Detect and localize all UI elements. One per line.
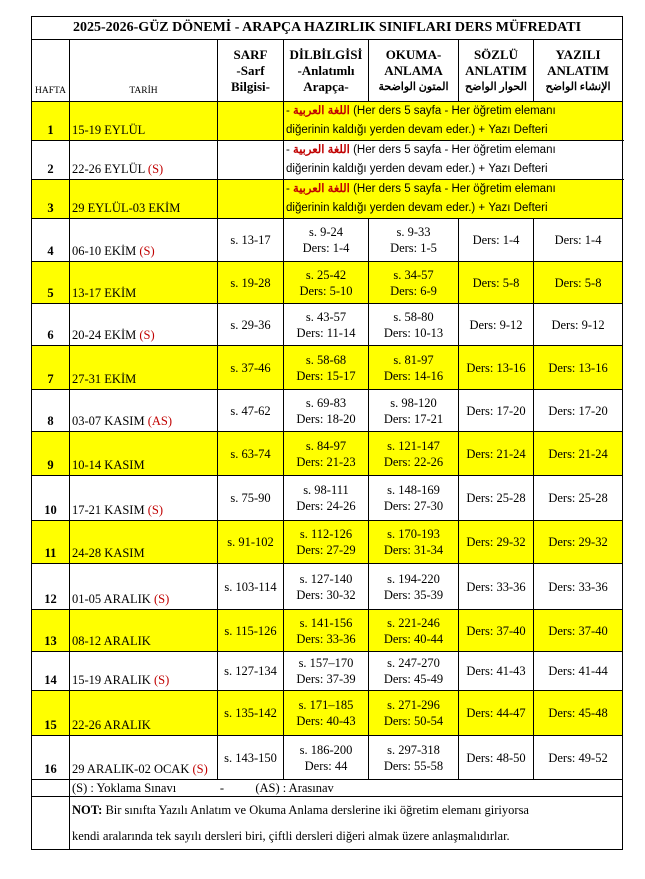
yazili-cell: Ders: 45-48 (534, 691, 623, 736)
oku-pages: s. 34-57 (393, 267, 434, 282)
oku-pages: s. 148-169 (387, 483, 440, 497)
note-arabic: اللغة العربية (293, 105, 350, 117)
oku-pages: s. 194-220 (387, 571, 440, 586)
dil-lessons: Ders: 27-29 (296, 543, 356, 557)
merged-note-cell (284, 102, 623, 141)
oku-lessons: Ders: 31-34 (383, 543, 444, 557)
week-number: 16 (32, 736, 70, 780)
header-okuma-line1: OKUMA- (385, 46, 442, 62)
header-sarf (218, 40, 284, 102)
table-row (32, 219, 623, 262)
sarf-cell: s. 143-150 (218, 736, 284, 780)
table-row (32, 691, 623, 736)
table-row (32, 521, 623, 564)
date-text: 13-17 EKİM (72, 286, 137, 300)
week-number: 12 (32, 564, 70, 610)
sarf-cell: s. 135-142 (218, 691, 284, 736)
date-text: 03-07 KASIM (72, 414, 148, 428)
week-number: 11 (32, 521, 70, 564)
dilbilgisi-cell (284, 390, 369, 432)
note-prefix: - (286, 144, 294, 156)
dilbilgisi-cell (284, 432, 369, 476)
date-text: 22-26 ARALIK (72, 718, 151, 732)
document-title: 2025-2026-GÜZ DÖNEMİ - ARAPÇA HAZIRLIK SINIFLARI DERS MÜFREDATI (32, 17, 623, 40)
oku-lessons: Ders: 10-13 (383, 325, 444, 340)
week-number: 13 (32, 610, 70, 652)
dil-lessons: Ders: 15-17 (296, 368, 356, 383)
oku-pages: s. 297-318 (387, 742, 440, 757)
sarf-cell: s. 91-102 (218, 521, 284, 564)
sozlu-cell: Ders: 25-28 (459, 476, 534, 521)
date-text: 29 ARALIK-02 OCAK (72, 762, 193, 776)
exam-mark: (S) (147, 162, 164, 176)
dilbilgisi-cell (284, 346, 369, 390)
dilbilgisi-cell (284, 691, 369, 736)
week-date (70, 180, 218, 219)
dil-pages: s. 69-83 (305, 395, 347, 410)
note-line1: Bir sınıfta Yazılı Anlatım ve Okuma Anlama derslerine iki öğretim elemanı giriyorsa (102, 803, 529, 817)
curriculum-table (31, 16, 623, 850)
oku-pages: s. 98-120 (390, 395, 437, 410)
header-okuma (369, 40, 459, 102)
table-row (32, 390, 623, 432)
oku-pages: s. 121-147 (387, 438, 440, 453)
oku-pages: s. 81-97 (393, 352, 434, 367)
dil-pages: s. 112-126 (299, 527, 353, 541)
oku-lessons: Ders: 22-26 (383, 454, 444, 469)
sarf-cell: s. 19-28 (218, 262, 284, 304)
dil-lessons: Ders: 40-43 (296, 714, 356, 728)
week-date (70, 610, 218, 652)
sarf-cell: s. 103-114 (218, 564, 284, 610)
sarf-cell: s. 29-36 (218, 304, 284, 346)
table-row (32, 476, 623, 521)
dilbilgisi-cell (284, 262, 369, 304)
table-row (32, 564, 623, 610)
note-arabic: اللغة العربية (293, 144, 350, 156)
yazili-cell: Ders: 17-20 (534, 390, 623, 432)
okuma-cell (369, 564, 459, 610)
header-sarf-line3: Bilgisi- (230, 78, 270, 94)
table-row (32, 304, 623, 346)
dil-pages: s. 9-24 (308, 225, 344, 239)
dil-lessons: Ders: 24-26 (296, 499, 356, 513)
week-date (70, 390, 218, 432)
sozlu-cell: Ders: 21-24 (459, 432, 534, 476)
table-row (32, 141, 623, 180)
dilbilgisi-cell (284, 610, 369, 652)
week-number: 15 (32, 691, 70, 736)
week-date (70, 564, 218, 610)
dilbilgisi-cell (284, 652, 369, 691)
header-yazili-line1: YAZILI (555, 46, 601, 62)
dil-pages: s. 171–185 (298, 698, 354, 712)
okuma-cell (369, 652, 459, 691)
sarf-cell: s. 47-62 (218, 390, 284, 432)
sozlu-cell: Ders: 13-16 (459, 346, 534, 390)
dil-pages: s. 25-42 (305, 267, 347, 282)
dilbilgisi-cell (284, 476, 369, 521)
oku-lessons: Ders: 1-5 (390, 241, 437, 255)
header-yazili (534, 40, 623, 102)
dil-pages: s. 186-200 (299, 742, 353, 757)
date-text: 27-31 EKİM (72, 372, 137, 386)
week-date (70, 141, 218, 180)
note-line2: diğerinin kaldığı yerden devam eder.) + Yazı Defteri (286, 124, 548, 136)
yazili-cell: Ders: 37-40 (534, 610, 623, 652)
yazili-cell: Ders: 13-16 (534, 346, 623, 390)
note-line2: diğerinin kaldığı yerden devam eder.) + Yazı Defteri (286, 202, 548, 214)
date-text: 20-24 EKİM (72, 328, 140, 342)
oku-lessons: Ders: 45-49 (383, 672, 444, 686)
oku-lessons: Ders: 14-16 (383, 368, 444, 383)
week-number: 14 (32, 652, 70, 691)
week-number: 4 (32, 219, 70, 262)
yazili-cell: Ders: 33-36 (534, 564, 623, 610)
week-number: 9 (32, 432, 70, 476)
header-sozlu (459, 40, 534, 102)
yazili-cell: Ders: 29-32 (534, 521, 623, 564)
sarf-cell: s. 63-74 (218, 432, 284, 476)
yazili-cell: Ders: 9-12 (534, 304, 623, 346)
yazili-cell: Ders: 1-4 (534, 219, 623, 262)
oku-lessons: Ders: 40-44 (383, 631, 444, 646)
header-sarf-line2: -Sarf (236, 62, 265, 78)
date-text: 01-05 ARALIK (72, 592, 154, 606)
dil-pages: s. 127-140 (299, 571, 353, 586)
week-number: 5 (32, 262, 70, 304)
dil-lessons: Ders: 30-32 (296, 587, 356, 602)
dil-lessons: Ders: 5-10 (299, 283, 353, 298)
oku-pages: s. 58-80 (393, 309, 434, 324)
sarf-cell: s. 115-126 (218, 610, 284, 652)
sozlu-cell: Ders: 5-8 (459, 262, 534, 304)
oku-lessons: Ders: 35-39 (383, 587, 444, 602)
dilbilgisi-cell (284, 521, 369, 564)
sozlu-cell: Ders: 9-12 (459, 304, 534, 346)
week-date (70, 691, 218, 736)
table-row (32, 346, 623, 390)
week-date (70, 102, 218, 141)
week-number: 6 (32, 304, 70, 346)
yazili-cell: Ders: 41-44 (534, 652, 623, 691)
week-number: 8 (32, 390, 70, 432)
week-number: 10 (32, 476, 70, 521)
table-row (32, 180, 623, 219)
date-text: 22-26 EYLÜL (72, 162, 148, 176)
sarf-cell: s. 127-134 (218, 652, 284, 691)
okuma-cell (369, 476, 459, 521)
exam-mark: (AS) (147, 414, 173, 428)
note-row (32, 797, 623, 850)
yazili-cell: Ders: 25-28 (534, 476, 623, 521)
sarf-cell: s. 75-90 (218, 476, 284, 521)
week-number: 3 (32, 180, 70, 219)
okuma-cell (369, 346, 459, 390)
dilbilgisi-cell (284, 219, 369, 262)
week-date (70, 346, 218, 390)
dil-pages: s. 84-97 (305, 438, 347, 453)
note-empty (32, 797, 70, 850)
dil-lessons: Ders: 11-14 (296, 325, 356, 340)
okuma-cell (369, 432, 459, 476)
okuma-cell (369, 304, 459, 346)
header-dilbilgisi-line2: -Anlatımlı (297, 62, 355, 78)
sarf-cell: s. 37-46 (218, 346, 284, 390)
oku-pages: s. 9-33 (396, 225, 431, 239)
exam-mark: (S) (192, 762, 208, 776)
note-line1: (Her ders 5 sayfa - Her öğretim elemanı (349, 144, 556, 156)
exam-mark: (S) (153, 592, 170, 606)
header-sarf-line1: SARF (233, 46, 268, 62)
exam-mark: (S) (147, 503, 163, 517)
note-line1: (Her ders 5 sayfa - Her öğretim elemanı (349, 105, 556, 117)
yazili-cell: Ders: 5-8 (534, 262, 623, 304)
dilbilgisi-cell (284, 736, 369, 780)
sarf-cell (218, 141, 284, 180)
oku-lessons: Ders: 50-54 (383, 714, 444, 728)
header-dilbilgisi-line1: DİLBİLGİSİ (289, 46, 363, 62)
header-dilbilgisi (284, 40, 369, 102)
note-cell (70, 797, 623, 850)
week-date (70, 736, 218, 780)
legend-row (32, 780, 623, 797)
oku-pages: s. 271-296 (387, 698, 440, 712)
dil-lessons: Ders: 18-20 (296, 411, 356, 426)
dil-pages: s. 157–170 (298, 656, 354, 670)
date-text: 24-28 KASIM (72, 546, 145, 560)
dilbilgisi-cell (284, 564, 369, 610)
note-label: NOT: (72, 803, 103, 817)
date-text: 15-19 EYLÜL (72, 123, 146, 137)
note-arabic: اللغة العربية (293, 183, 350, 195)
date-text: 06-10 EKİM (72, 244, 140, 258)
legend-empty (32, 780, 70, 797)
sozlu-cell: Ders: 29-32 (459, 521, 534, 564)
oku-pages: s. 247-270 (387, 656, 440, 670)
sozlu-cell: Ders: 44-47 (459, 691, 534, 736)
merged-note-cell (284, 180, 623, 219)
dil-lessons: Ders: 1-4 (302, 241, 350, 255)
week-date (70, 432, 218, 476)
header-okuma-line2: ANLAMA (384, 62, 443, 78)
date-text: 10-14 KASIM (72, 458, 145, 472)
header-sozlu-line2: ANLATIM (465, 62, 527, 78)
week-date (70, 304, 218, 346)
week-number: 2 (32, 141, 70, 180)
header-hafta: HAFTA (32, 40, 70, 102)
week-date (70, 219, 218, 262)
oku-lessons: Ders: 55-58 (383, 758, 444, 773)
okuma-cell (369, 691, 459, 736)
table-row (32, 736, 623, 780)
sozlu-cell: Ders: 1-4 (459, 219, 534, 262)
date-text: 15-19 ARALIK (72, 673, 154, 687)
date-text: 29 EYLÜL-03 EKİM (72, 201, 181, 215)
okuma-cell (369, 262, 459, 304)
sozlu-cell: Ders: 37-40 (459, 610, 534, 652)
oku-lessons: Ders: 27-30 (383, 499, 444, 513)
okuma-cell (369, 219, 459, 262)
dil-pages: s. 141-156 (299, 615, 353, 630)
note-line2: kendi aralarında tek sayılı dersleri biri, çiftli dersleri diğeri almak üzere anlaşmalıdırlar. (72, 829, 510, 843)
dil-pages: s. 58-68 (305, 352, 347, 367)
sozlu-cell: Ders: 41-43 (459, 652, 534, 691)
dil-lessons: Ders: 44 (304, 758, 348, 773)
exam-mark: (S) (153, 673, 170, 687)
yazili-cell: Ders: 21-24 (534, 432, 623, 476)
week-date (70, 521, 218, 564)
header-sozlu-line1: SÖZLÜ (473, 46, 519, 62)
header-sozlu-arabic: الحوار الواضح (465, 80, 527, 93)
note-line2: diğerinin kaldığı yerden devam eder.) + Yazı Defteri (286, 163, 548, 175)
oku-pages: s. 221-246 (387, 615, 440, 630)
sozlu-cell: Ders: 48-50 (459, 736, 534, 780)
note-line1: (Her ders 5 sayfa - Her öğretim elemanı (349, 183, 556, 195)
okuma-cell (369, 736, 459, 780)
sarf-cell (218, 102, 284, 141)
table-row (32, 102, 623, 141)
sarf-cell: s. 13-17 (218, 219, 284, 262)
oku-pages: s. 170-193 (387, 527, 440, 541)
oku-lessons: Ders: 6-9 (390, 283, 437, 298)
exam-mark: (S) (139, 328, 155, 342)
week-date (70, 262, 218, 304)
header-tarih: TARİH (70, 40, 218, 102)
note-prefix: - (286, 183, 294, 195)
header-yazili-arabic: الإنشاء الواضح (545, 80, 611, 93)
okuma-cell (369, 521, 459, 564)
week-number: 1 (32, 102, 70, 141)
dilbilgisi-cell (284, 304, 369, 346)
exam-mark: (S) (139, 244, 155, 258)
merged-note-cell (284, 141, 623, 180)
okuma-cell (369, 610, 459, 652)
sarf-cell (218, 180, 284, 219)
dil-pages: s. 98-111 (303, 483, 349, 497)
yazili-cell: Ders: 49-52 (534, 736, 623, 780)
dil-lessons: Ders: 37-39 (296, 672, 356, 686)
dil-pages: s. 43-57 (305, 309, 347, 324)
header-yazili-line2: ANLATIM (547, 62, 609, 78)
sozlu-cell: Ders: 33-36 (459, 564, 534, 610)
date-text: 17-21 KASIM (72, 503, 148, 517)
table-row (32, 652, 623, 691)
table-row (32, 610, 623, 652)
week-number: 7 (32, 346, 70, 390)
note-prefix: - (286, 105, 294, 117)
date-text: 08-12 ARALIK (72, 634, 151, 648)
dil-lessons: Ders: 33-36 (296, 631, 356, 646)
week-date (70, 476, 218, 521)
table-row (32, 262, 623, 304)
legend-text: (S) : Yoklama Sınavı - (AS) : Arasınav (70, 780, 623, 797)
oku-lessons: Ders: 17-21 (383, 411, 444, 426)
week-date (70, 652, 218, 691)
sozlu-cell: Ders: 17-20 (459, 390, 534, 432)
header-okuma-arabic: المتون الواضحة (378, 80, 449, 93)
okuma-cell (369, 390, 459, 432)
dil-lessons: Ders: 21-23 (296, 454, 356, 469)
table-row (32, 432, 623, 476)
header-dilbilgisi-line3: Arapça- (303, 78, 349, 94)
